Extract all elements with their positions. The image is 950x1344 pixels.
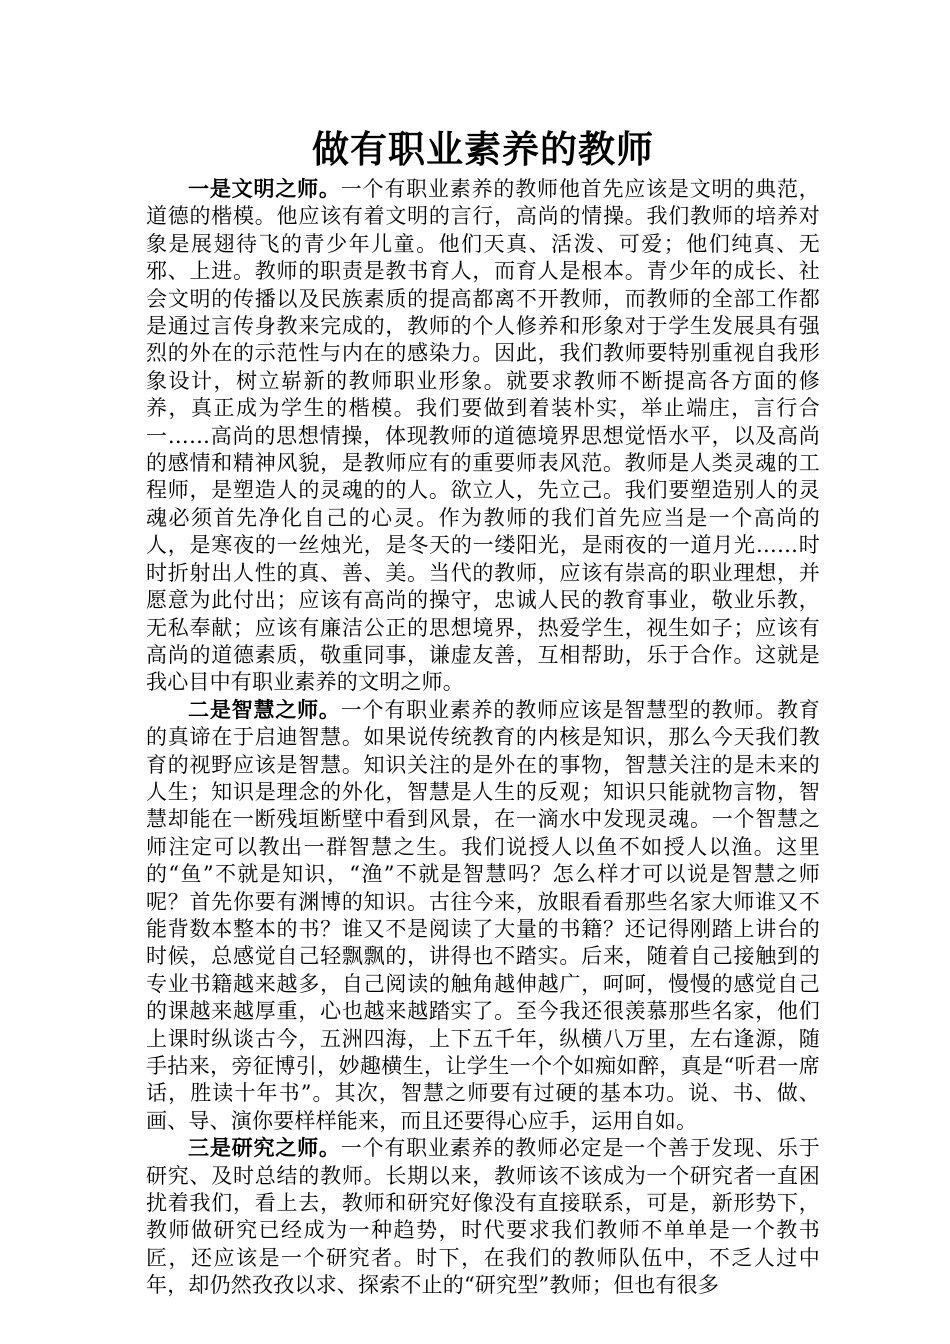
document-page: [146, 124, 820, 1300]
paragraph-wise-teacher: [146, 697, 820, 1136]
section-heading-research: 三是研究之师。: [188, 1136, 341, 1161]
paragraph-text: 一个有职业素养的教师应该是智慧型的教师。教育的真谛在于启迪智慧。如果说传统教育的内核是知识，那么今天我们教育的视野应该是智慧。知识关注的是外在的事物，智慧关注的是未来的人生；知识是理念的外化，智慧是人生的反观；知识只能就物言物，智慧却能在一断残垣断壁中看到风景，在一滴水中发现灵魂。一个智慧之师注定可以教出一群智慧之生。我们说授人以鱼不如授人以渔。这里的“鱼”不就是知识，“渔”不就是智慧吗？怎么样才可以说是智慧之师呢？首先你要有渊博的知识。古往今来，放眼看看那些名家大师谁又不能背数本整本的书？谁又不是阅读了大量的书籍？还记得刚踏上讲台的时候，总感觉自己轻飘飘的，讲得也不踏实。后来，随着自己接触到的专业书籍越来越多，自己阅读的触角越伸越广，呵呵，慢慢的感觉自己的课越来越厚重，心也越来越踏实了。至今我还很羡慕那些名家，他们上课时纵谈古今，五洲四海，上下五千年，纵横八万里，左右逢源，随手拈来，旁征博引，妙趣横生，让学生一个个如痴如醉，真是“听君一席话，胜读十年书”。其次，智慧之师要有过硬的基本功。说、书、做、画、导、演你要样样能来，而且还要得心应手，运用自如。: [146, 697, 820, 1133]
section-heading-wise: 二是智慧之师。: [188, 697, 341, 722]
paragraph-civilized-teacher: [146, 176, 820, 697]
paragraph-text: 一个有职业素养的教师他首先应该是文明的典范，道德的楷模。他应该有着文明的言行，高尚的情操。我们教师的培养对象是展翅待飞的青少年儿童。他们天真、活泼、可爱；他们纯真、无邪、上进。教师的职责是教书育人，而育人是根本。青少年的成长、社会文明的传播以及民族素质的提高都离不开教师，而教师的全部工作都是通过言传身教来完成的，教师的个人修养和形象对于学生发展具有强烈的外在的示范性与内在的感染力。因此，我们教师要特别重视自我形象设计，树立崭新的教师职业形象。就要求教师不断提高各方面的修养，真正成为学生的楷模。我们要做到着装朴实，举止端庄，言行合一……高尚的思想情操，体现教师的道德境界思想觉悟水平，以及高尚的感情和精神风貌，是教师应有的重要师表风范。教师是人类灵魂的工程师，是塑造人的灵魂的的人。欲立人，先立己。我们要塑造别人的灵魂必须首先净化自己的心灵。作为教师的我们首先应当是一个高尚的人，是寒夜的一丝烛光，是冬天的一缕阳光，是雨夜的一道月光……时时折射出人性的真、善、美。当代的教师，应该有崇高的职业理想，并愿意为此付出；应该有高尚的操守，忠诚人民的教育事业，敬业乐教，无私奉献；应该有廉洁公正的思想境界，热爱学生，视生如子；应该有高尚的道德素质，敬重同事，谦虚友善，互相帮助，乐于合作。这就是我心目中有职业素养的文明之师。: [146, 177, 820, 695]
section-heading-civilized: 一是文明之师。: [188, 177, 341, 201]
paragraph-research-teacher: [146, 1135, 820, 1299]
paragraph-text: 一个有职业素养的教师必定是一个善于发现、乐于研究、及时总结的教师。长期以来，教师该不该成为一个研究者一直困扰着我们，看上去，教师和研究好像没有直接联系，可是，新形势下，教师做研究已经成为一种趋势，时代要求我们教师不单单是一个教书匠，还应该是一个研究者。时下，在我们的教师队伍中，不乏人过中年，却仍然孜孜以求、探索不止的“研究型”教师；但也有很多: [146, 1136, 820, 1298]
document-title: 做有职业素养的教师: [312, 128, 654, 171]
